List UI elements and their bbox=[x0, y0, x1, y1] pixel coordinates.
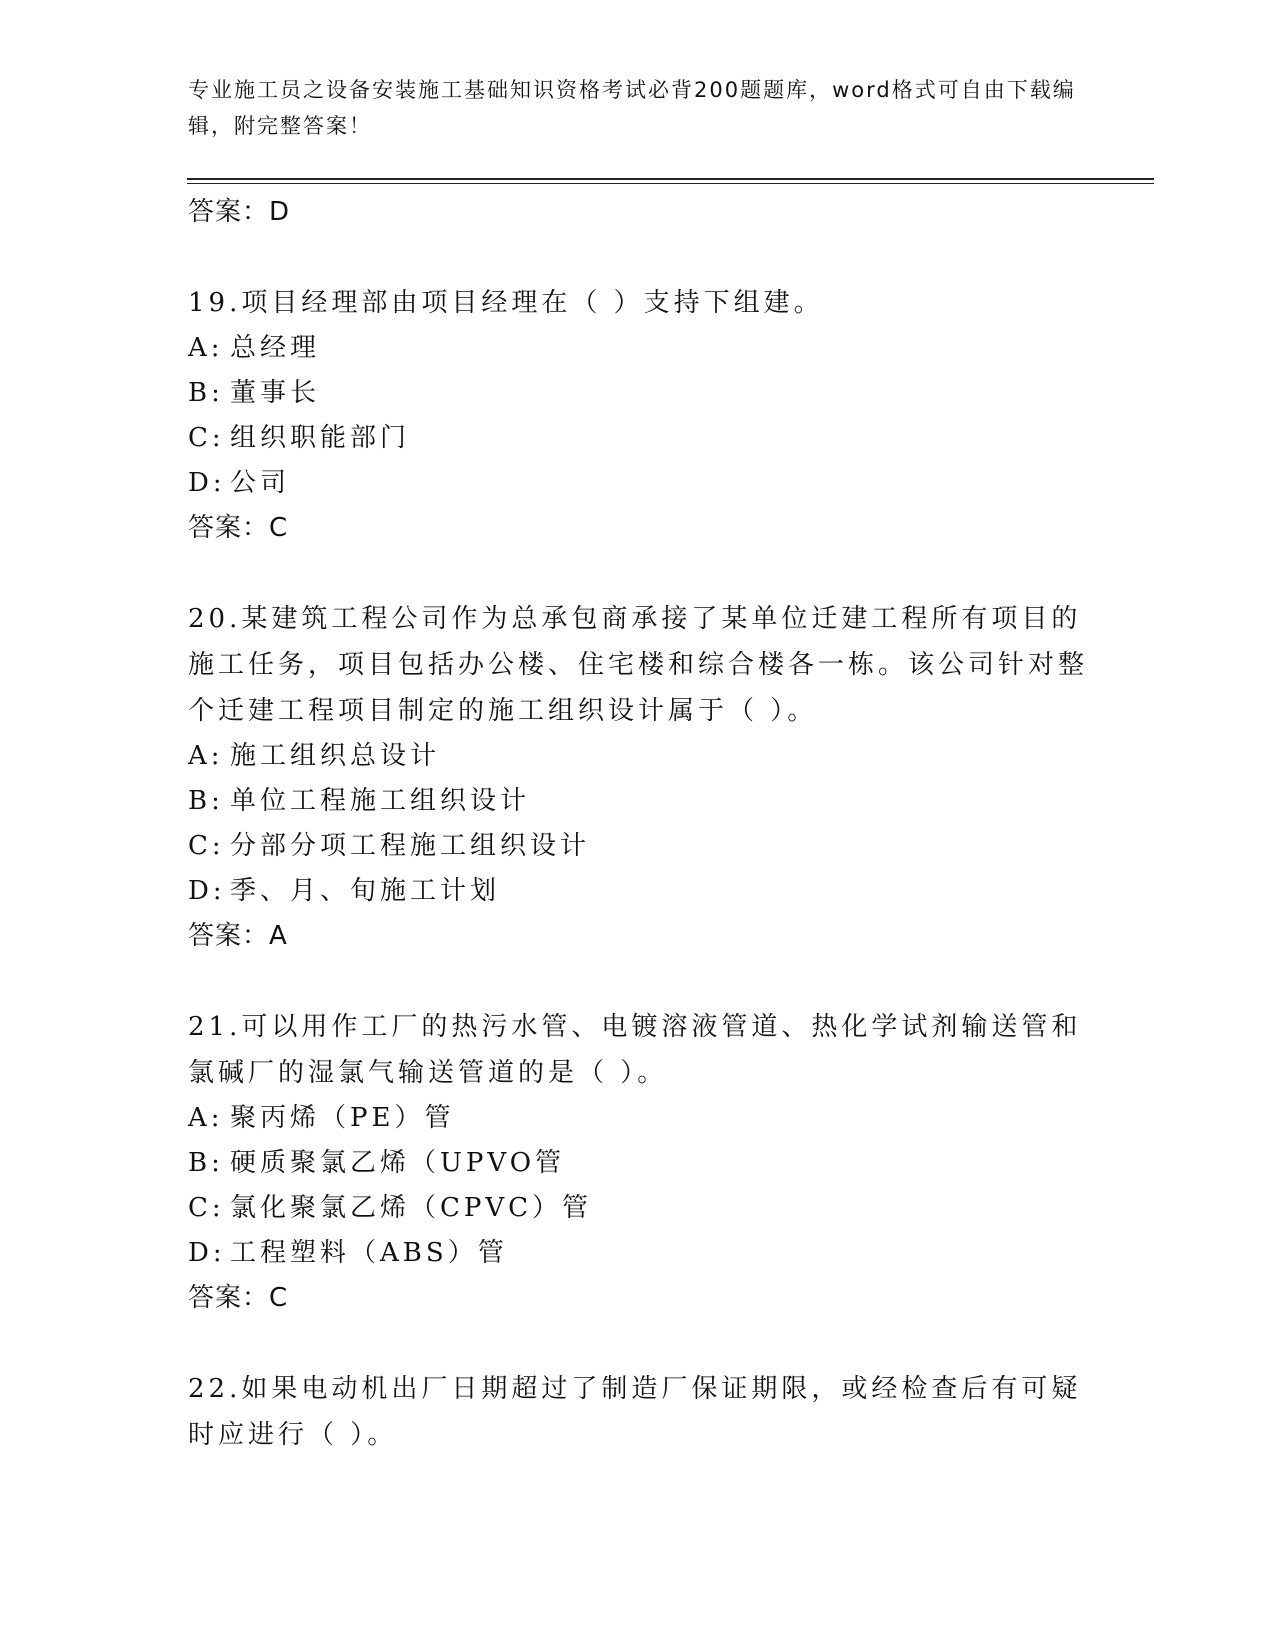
option-text: 总经理 bbox=[230, 333, 321, 363]
question-20 bbox=[188, 596, 1088, 958]
option-key: D: bbox=[188, 876, 226, 906]
option-text: 组织职能部门 bbox=[230, 423, 411, 453]
option-key: C: bbox=[188, 1193, 225, 1223]
option-c bbox=[188, 416, 1088, 461]
option-d bbox=[188, 1231, 1088, 1276]
option-text: 季、月、旬施工计划 bbox=[230, 876, 501, 906]
option-b bbox=[188, 371, 1088, 416]
question-content bbox=[188, 190, 1088, 1458]
question-answer: 答案：A bbox=[188, 921, 288, 951]
option-text: 施工组织总设计 bbox=[230, 741, 441, 771]
option-a bbox=[188, 326, 1088, 371]
option-key: D: bbox=[188, 468, 226, 498]
option-c bbox=[188, 1186, 1088, 1231]
question-22 bbox=[188, 1366, 1088, 1458]
option-text: 单位工程施工组织设计 bbox=[230, 786, 531, 816]
question-answer: 答案：C bbox=[188, 513, 289, 543]
option-key: C: bbox=[188, 423, 225, 453]
document-header: 专业施工员之设备安装施工基础知识资格考试必背200题题库，word格式可自由下载编辑，附完整答案！ bbox=[188, 78, 1076, 138]
question-stem: 20.某建筑工程公司作为总承包商承接了某单位迁建工程所有项目的施工任务，项目包括办公楼、住宅楼和综合楼各一栋。该公司针对整个迁建工程项目制定的施工组织设计属于（ ）。 bbox=[188, 604, 1089, 726]
option-text: 公司 bbox=[230, 468, 291, 498]
option-text: 氯化聚氯乙烯（CPVC）管 bbox=[230, 1193, 593, 1223]
question-21 bbox=[188, 1004, 1088, 1320]
header-divider-thick bbox=[187, 178, 1154, 180]
option-key: C: bbox=[188, 831, 225, 861]
question-stem: 21.可以用作工厂的热污水管、电镀溶液管道、热化学试剂输送管和氯碱厂的湿氯气输送管道的是（ ）。 bbox=[188, 1012, 1082, 1088]
option-text: 分部分项工程施工组织设计 bbox=[230, 831, 591, 861]
option-d bbox=[188, 869, 1088, 914]
option-b bbox=[188, 779, 1088, 824]
option-text: 硬质聚氯乙烯（UPVO管 bbox=[230, 1148, 566, 1178]
option-text: 工程塑料（ABS）管 bbox=[230, 1238, 508, 1268]
option-key: A: bbox=[188, 741, 224, 771]
option-text: 董事长 bbox=[230, 378, 321, 408]
question-19 bbox=[188, 280, 1088, 550]
question-answer: 答案：C bbox=[188, 1283, 289, 1313]
question-stem: 22.如果电动机出厂日期超过了制造厂保证期限，或经检查后有可疑时应进行（ ）。 bbox=[188, 1374, 1082, 1450]
option-b bbox=[188, 1141, 1088, 1186]
question-stem: 19.项目经理部由项目经理在（ ）支持下组建。 bbox=[188, 288, 824, 318]
option-c bbox=[188, 824, 1088, 869]
option-key: B: bbox=[188, 786, 224, 816]
option-key: A: bbox=[188, 1103, 224, 1133]
option-key: B: bbox=[188, 1148, 224, 1178]
option-key: A: bbox=[188, 333, 224, 363]
previous-answer: 答案：D bbox=[188, 197, 291, 227]
option-text: 聚丙烯（PE）管 bbox=[230, 1103, 455, 1133]
option-d bbox=[188, 461, 1088, 506]
option-key: D: bbox=[188, 1238, 226, 1268]
header-divider-thin bbox=[187, 183, 1154, 184]
option-a bbox=[188, 734, 1088, 779]
option-a bbox=[188, 1096, 1088, 1141]
option-key: B: bbox=[188, 378, 224, 408]
